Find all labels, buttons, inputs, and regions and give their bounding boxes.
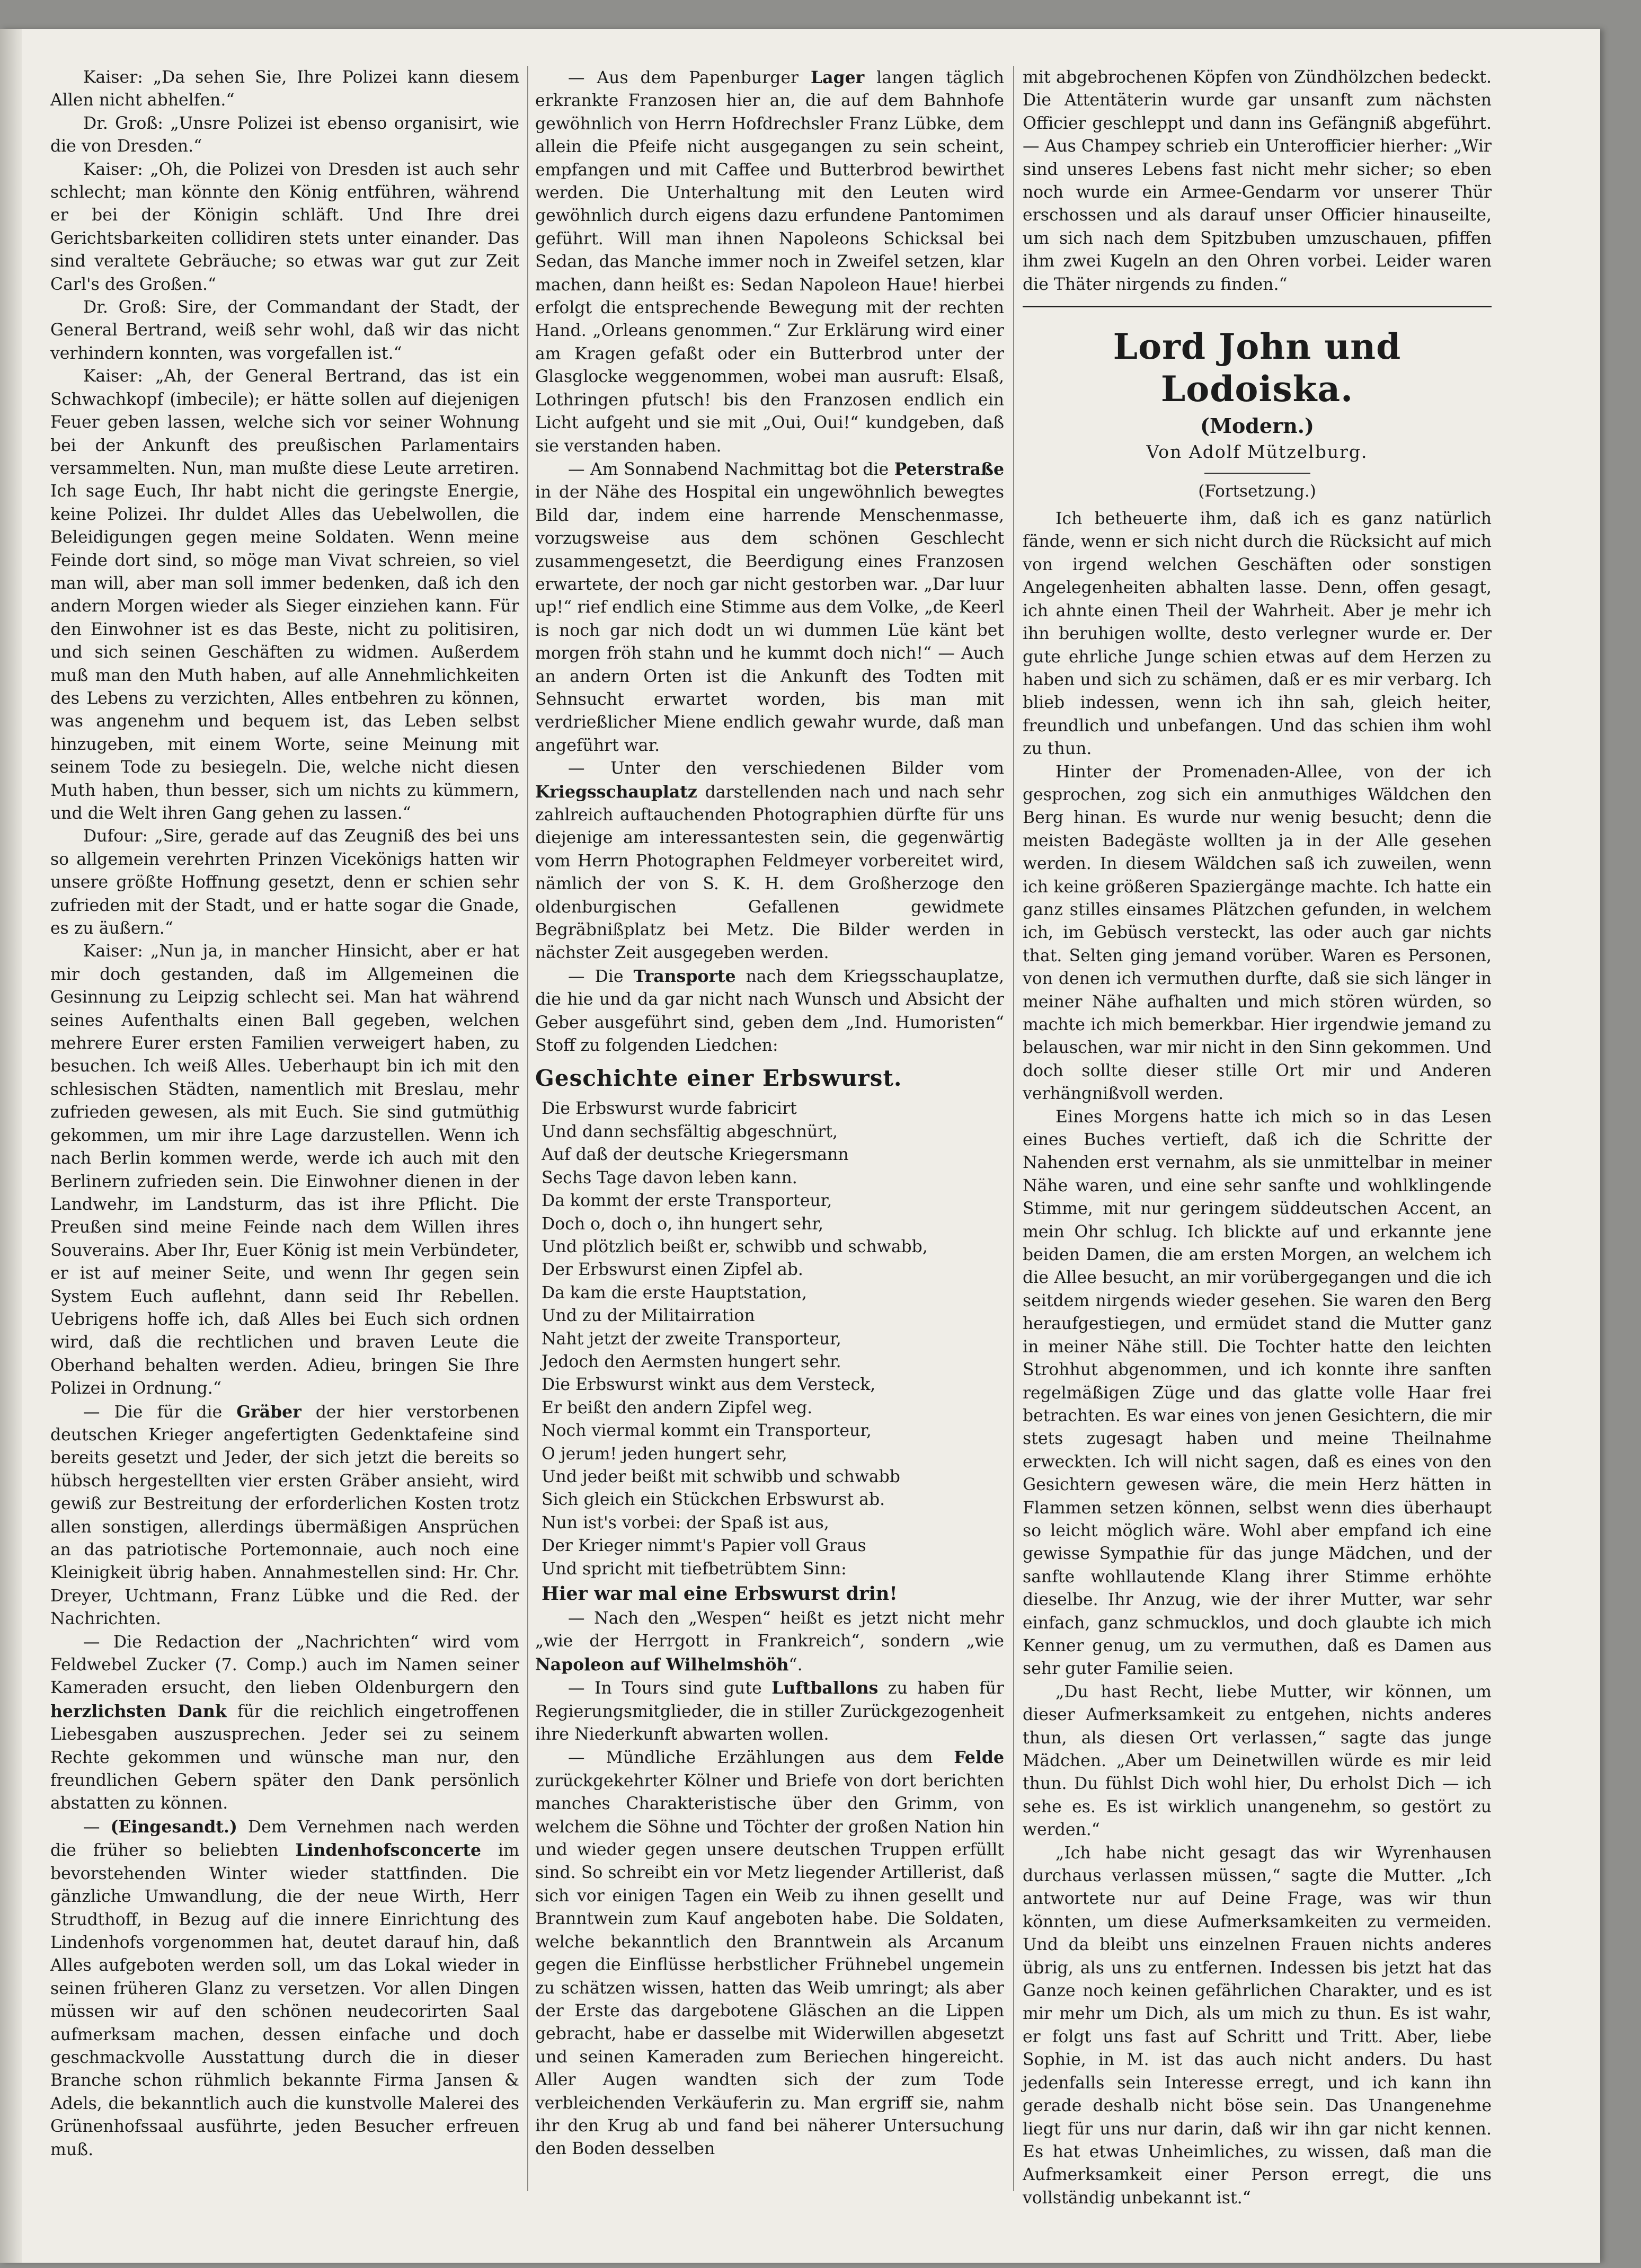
text-run: für die reichlich eingetroffenen Liebesgaben auszusprechen. Jeder sei zu seinem Rechte gekommen und wünsche man nur, den freundlichen Gebern später den Dank persönlich abstatten zu können. <box>50 1702 520 1813</box>
poem-line: Noch viermal kommt ein Transporteur, <box>542 1421 872 1441</box>
text-run: — Die für die <box>83 1402 237 1422</box>
poem-line: Nun ist's vorbei: der Spaß ist aus, <box>542 1513 829 1532</box>
poem-line: Und jeder beißt mit schwibb und schwabb <box>542 1467 900 1486</box>
emphasis: Felde <box>954 1748 1004 1768</box>
poem-line: Und dann sechsfältig abgeschnürt, <box>542 1122 838 1141</box>
text-run: — Die Redaction der „Nachrichten“ wird vom Feldwebel Zucker (7. Comp.) auch im Namen seiner Kameraden ersucht, den lieben Oldenburgern den <box>50 1632 519 1698</box>
emphasis: (Eingesandt.) <box>110 1817 237 1837</box>
text-run: zu haben für Regierungsmitglieder, die in stiller Zurückgezogenheit ihre Niederkunft abwarten wollen. <box>535 1679 1004 1744</box>
text-run: — Am Sonnabend Nachmittag bot die <box>568 459 894 479</box>
column-left <box>50 66 519 2161</box>
paragraph <box>535 757 1004 965</box>
poem-line: Doch o, doch o, ihn hungert sehr, <box>542 1214 823 1234</box>
text-run: im bevorstehenden Winter wieder stattfinden. Die gänzliche Umwandlung, die der neue Wirth, Herr Strudthoff, in Bezug auf die innere Einrichtung des Lindenhofs vorgenommen hat, deutet darauf hin, daß Alles aufgeboten werden soll, um das Lokal wieder in seinen früheren Glanz zu versetzen. Vor allen Dingen müssen wir auf den schönen neudecorirten Saal aufmerksam machen, dessen einfache und doch geschmackvolle Ausstattung durch die in dieser Branche schon rühmlich bekannte Firma Jansen & Adels, die bekanntlich auch die kunstvolle Malerei des Grünenhofssaal ausführte, jeden Besucher erfreuen muß. <box>50 1841 519 2159</box>
text-run: langen täglich erkrankte Franzosen hier an, die auf dem Bahnhofe gewöhnlich von Herrn Hofdrechsler Franz Lübke, dem allein die Pfeife nicht ausgegangen zu sein scheint, empfangen und mit Caffee und Butterbrod bewirthet werden. Die Unterhaltung mit den Leuten wird gewöhnlich durch eigens dazu erfundene Pantomimen geführt. Will man ihnen Napoleons Schicksal bei Sedan, das Manche immer noch in Zweifel setzen, klar machen, dann heißt es: Sedan Napoleon Haue! hierbei erfolgt die entsprechende Bewegung mit der rechten Hand. „Orleans genommen.“ Zur Erklärung wird einer am Kragen gefaßt oder ein Butterbrod unter der Glasglocke weggenommen, wobei man ausruft: Elsaß, Lothringen pfutsch! bis den Franzosen endlich ein Licht aufgeht und sie mit „Oui, Oui!“ kundgeben, daß sie verstanden haben. <box>535 68 1004 456</box>
emphasis: Gräber <box>236 1402 301 1422</box>
emphasis: Luftballons <box>771 1678 879 1698</box>
paragraph: Kaiser: „Oh, die Polizei von Dresden ist auch sehr schlecht; man könnte den König entführen, während er bei der Königin schläft. Und Ihre drei Gerichtsbarkeiten collidiren stets unter einander. Das sind veraltete Gebräuche; so etwas war gut zur Zeit Carl's des Großen.“ <box>50 160 519 294</box>
column-divider <box>1013 66 1014 2191</box>
text-run: “. <box>788 1655 803 1675</box>
poem-line: Der Erbswurst einen Zipfel ab. <box>542 1260 803 1280</box>
paragraph: Dr. Groß: „Unsre Polizei ist ebenso organisirt, wie die von Dresden.“ <box>50 113 519 156</box>
paragraph: Dufour: „Sire, gerade auf das Zeugniß des bei uns so allgemein verehrten Prinzen Vicekönigs hatten wir unsere größte Hoffnung gesetzt, denn er schien sehr zufrieden mit der Stadt, und er hatte sogar die Gnade, es zu äußern.“ <box>50 827 519 938</box>
text-run: der hier verstorbenen deutschen Krieger angefertigten Gedenktafeine sind bereits gesetzt und Jeder, der sich jetzt die bereits so hübsch hergestellten vier ersten Gräber ansieht, wird gewiß zur Bestreitung der erforderlichen Kosten trotz allen sonstigen, allerdings übermäßigen Ansprüchen an das patriotische Portemonnaie, auch noch eine Kleinigkeit übrig haben. Annahmestellen sind: Hr. Chr. Dreyer, Uchtmann, Franz Lübke und die Red. der Nachrichten. <box>50 1402 519 1629</box>
text-run: in der Nähe des Hospital ein ungewöhnlich bewegtes Bild dar, indem eine harrende Menschenmasse, vorzugsweise aus dem schönen Geschlecht zusammengesetzt, die Beerdigung eines Franzosen erwartete, der noch gar nicht gestorben war. „Dar luur up!“ rief endlich eine Stimme aus dem Volke, „de Keerl is noch gar nich dodt un wi dummen Lüe känt bet morgen fröh stahn und he kummt doch nich!“ — Auch an andern Orten ist die Ankunft des Todten mit Sehnsucht erwartet worden, bis man mit verdrießlicher Miene endlich gewahr wurde, daß man angeführt war. <box>535 483 1004 755</box>
text-run: — Aus dem Papenburger <box>568 68 811 87</box>
paragraph: Ich betheuerte ihm, daß ich es ganz natürlich fände, wenn er sich nicht durch die Rücksicht auf mich von irgend welchen Geschäften oder sonstigen Angelegenheiten abhalten lasse. Denn, offen gesagt, ich ahnte einen Theil der Wahrheit. Aber je mehr ich ihn beruhigen wollte, desto verlegner wurde er. Der gute ehrliche Junge schien etwas auf dem Herzen zu haben und sich zu schämen, daß er es mir verbarg. Ich blieb indessen, wenn ich ihn sah, gleich heiter, freundlich und unbefangen. Und das schien ihm wohl zu thun. <box>1023 509 1492 759</box>
poem-line: Sechs Tage davon leben kann. <box>542 1168 797 1188</box>
column-middle <box>535 66 1004 2161</box>
poem-line: Auf daß der deutsche Kriegersmann <box>542 1145 849 1165</box>
poem-line: Die Erbswurst wurde fabricirt <box>542 1099 797 1119</box>
paragraph: Eines Morgens hatte ich mich so in das Lesen eines Buches vertieft, daß ich die Schritte der Nahenden erst vernahm, als sie unmittelbar in meiner Nähe waren, und eine sehr sanfte und wohlklingende Stimme, mit nur geringem süddeutschen Accent, an mein Ohr schlug. Ich blickte auf und erkannte jene beiden Damen, die am ersten Morgen, an welchem ich die Allee besucht, an mir vorübergegangen und die ich seitdem nirgends wieder gesehen. Sie waren den Berg heraufgestiegen, und ermüdet stand die Mutter ganz in meiner Nähe still. Die Tochter hatte den leichten Strohhut abgenommen, und ich konnte ihre sanften regelmäßigen Züge und das glatte volle Haar frei betrachten. Es war eines von jenen Gesichtern, die mir stets zugesagt haben und meine Theilnahme erweckten. Ich will nicht sagen, daß es eines von den Gesichtern gewesen wäre, die mein Herz hätten in Flammen setzen können, selbst wenn dies überhaupt so leicht möglich wäre. Wohl aber empfand ich eine gewisse Sympathie für das junge Mädchen, und der sanfte wohllautende Klang ihrer Stimme erhöhte dieselbe. Ihr Anzug, wie der ihrer Mutter, war sehr einfach, ganz schmucklos, und doch glaubte ich mich Kenner genug, um zu vermuthen, daß es Damen aus sehr guter Familie seien. <box>1023 1107 1492 1679</box>
story-subtitle: (Modern.) <box>1200 414 1314 438</box>
poem-line: Er beißt den andern Zipfel weg. <box>542 1398 813 1418</box>
emphasis: Peterstraße <box>894 459 1004 479</box>
poem-line: Und spricht mit tiefbetrübtem Sinn: <box>542 1559 847 1579</box>
paragraph <box>535 965 1004 1058</box>
text-run: — Mündliche Erzählungen aus dem <box>568 1748 954 1768</box>
emphasis: Napoleon auf Wilhelmshöh <box>535 1654 789 1675</box>
poem-line: Da kommt der erste Transporteur, <box>542 1191 832 1211</box>
emphasis: herzlichsten Dank <box>50 1701 227 1721</box>
text-run: — Unter den verschiedenen Bilder vom <box>568 759 1004 778</box>
emphasis: Kriegsschauplatz <box>535 782 697 802</box>
emphasis: Lindenhofsconcerte <box>295 1840 482 1861</box>
poem-line: Da kam die erste Hauptstation, <box>542 1283 807 1303</box>
text-run: — <box>83 1817 111 1837</box>
paragraph <box>535 1677 1004 1746</box>
text-run: Dem Vernehmen nach werden die früher so beliebten <box>50 1817 519 1861</box>
emphasis: Lager <box>811 68 865 87</box>
paragraph: „Ich habe nicht gesagt das wir Wyrenhausen durchaus verlassen müssen,“ sagte die Mutter. „Ich antwortete nur auf Deine Frage, was wir thun könnten, um diese Aufmerksamkeiten zu vermeiden. Und da bleibt uns einzelnen Frauen nichts anderes übrig, als uns zu entfernen. Indessen bis jetzt hat das Ganze noch keinen gefährlichen Charakter, und es ist mir mehr um Dich, als um mich zu thun. Es ist wahr, er folgt uns fast auf Schritt und Tritt. Aber, liebe Sophie, in M. ist das auch nicht anders. Du hast jedenfalls sein Interesse erregt, und ich kann ihn gerade deshalb nicht böse sein. Das Unangenehme liegt für uns nur darin, daß wir ihn gar nicht kennen. Es hat etwas Unheimliches, zu wissen, daß man die Aufmerksamkeit einer Person erregt, die uns vollständig unbekannt ist.“ <box>1023 1843 1492 2208</box>
poem-line: Jedoch den Aermsten hungert sehr. <box>542 1352 841 1371</box>
paragraph: Kaiser: „Ah, der General Bertrand, das ist ein Schwachkopf (imbecile); er hätte sollen auf diejenigen Feuer geben lassen, welche sich vor seiner Wohnung bei der Ankunft des preußischen Parlamentairs versammelten. Nun, man mußte diese Leute arretiren. Ich sage Euch, Ihr habt nicht die geringste Energie, keine Polizei. Ihr duldet Alles das Uebelwollen, die Beleidigungen gegen meine Soldaten. Wenn meine Feinde dort sind, so möge man Vivat schreien, so viel man will, aber man soll immer bedenken, daß ich den andern Morgen wieder als Sieger einziehen kann. Für den Einwohner ist es das Beste, nicht zu politisiren, und sich seinen Geschäften zu widmen. Außerdem muß man den Muth haben, auf alle Annehmlichkeiten des Lebens zu verzichten, Alles entbehren zu können, was angenehm und bequem ist, das Leben selbst hinzugeben, mit einem Worte, seine Meinung mit seinem Tode zu besiegeln. Die, welche nicht diesen Muth haben, thun besser, sich um nichts zu kümmern, und die Welt ihren Gang gehen zu lassen.“ <box>50 367 519 823</box>
continuation-note: (Fortsetzung.) <box>1198 482 1316 501</box>
story-title: Lord John und Lodoiska. <box>1113 326 1401 410</box>
text-run: — Die <box>568 967 634 986</box>
section-rule <box>1023 306 1492 307</box>
poem-line: Sich gleich ein Stückchen Erbswurst ab. <box>542 1490 885 1510</box>
paragraph <box>535 66 1004 458</box>
poem-last-line: Hier war mal eine Erbswurst drin! <box>542 1583 898 1605</box>
poem <box>542 1097 1004 1581</box>
poem-line: Naht jetzt der zweite Transporteur, <box>542 1329 841 1349</box>
text-run: darstellenden nach und nach sehr zahlreich auftauchenden Photographien dürfte für uns diejenige am interessantesten sein, die gegenwärtig vom Herrn Photographen Feldmeyer vorbereitet wird, nämlich der von S. K. H. dem Großherzoge den oldenburgischen Gefallenen gewidmete Begräbnißplatz bei Metz. Die Bilder werden in nächster Zeit ausgegeben werden. <box>535 782 1004 963</box>
paragraph <box>50 1815 519 2161</box>
paragraph: mit abgebrochenen Köpfen von Zündhölzchen bedeckt. Die Attentäterin wurde gar unsanft zum nächsten Officier geschleppt und dann ins Gefängniß abgeführt. — Aus Champey schrieb ein Unterofficier hierher: „Wir sind unseres Lebens fast nicht mehr sicher; so eben noch wurde ein Armee-Gendarm vor unserer Thür erschossen und als darauf unser Officier hinauseilte, um sich nach dem Spitzbuben umzuschauen, pfiffen ihm zwei Kugeln an den Ohren vorbei. Leider waren die Thäter nirgends zu finden.“ <box>1023 68 1492 294</box>
paragraph <box>50 1631 519 1815</box>
poem-line: Die Erbswurst winkt aus dem Versteck, <box>542 1375 876 1395</box>
paragraph <box>535 458 1004 757</box>
column-right <box>1023 66 1492 2210</box>
paragraph: Kaiser: „Nun ja, in mancher Hinsicht, aber er hat mir doch gestanden, daß im Allgemeinen die Gesinnung zu Leipzig schlecht sei. Man hat während seines Aufenthalts einen Ball gegeben, welchen mehrere Eurer ersten Familien verweigert haben, zu besuchen. Ich weiß Alles. Ueberhaupt bin ich mit den schlesischen Städten, namentlich mit Breslau, mehr zufrieden gewesen, als mit Euch. Sie sind gutmüthig gekommen, um mir ihre Lage darzustellen. Wenn ich nach Berlin kommen werde, werde ich auch mit den Berlinern zufrieden sein. Die Einwohner dienen in der Landwehr, im Landsturm, das ist ihre Pflicht. Die Preußen sind meine Feinde nach dem Willen ihres Souverains. Aber Ihr, Euer König ist mein Verbündeter, er ist auf meiner Seite, und wenn Ihr gegen sein System Euch auflehnt, dann seid Ihr Rebellen. Uebrigens hoffe ich, daß Alles bei Euch sich ordnen wird, daß die rechtlichen und braven Leute die Oberhand behalten werden. Adieu, bringen Sie Ihre Polizei in Ordnung.“ <box>50 942 519 1398</box>
poem-title: Geschichte einer Erbswurst. <box>535 1065 902 1092</box>
emphasis: Transporte <box>633 966 736 986</box>
text-run: — In Tours sind gute <box>568 1679 772 1698</box>
paragraph: Dr. Groß: Sire, der Commandant der Stadt, der General Bertrand, weiß sehr wohl, daß wir das nicht verhindern konnten, was vorgefallen ist.“ <box>50 298 519 363</box>
text-run: — Nach den „Wespen“ heißt es jetzt nicht mehr „wie der Herrgott in Frankreich“, sondern „wie <box>535 1609 1004 1651</box>
short-rule <box>1204 473 1310 474</box>
paragraph: Hinter der Promenaden-Allee, von der ich gesprochen, zog sich ein anmuthiges Wäldchen den Berg hinan. Es wurde nur wenig besucht; denn die meisten Badegäste wollten ja in der Alle gesehen werden. In diesem Wäldchen saß ich zuweilen, wenn ich keine größeren Spaziergänge machte. Ich hatte ein ganz stilles einsames Plätzchen gefunden, in welchem ich, im Gebüsch versteckt, las oder auch gar nichts that. Selten ging jemand vorüber. Waren es Personen, von denen ich vermuthen durfte, daß sie sich länger in meiner Nähe aufhalten und mich stören würden, so machte ich mich bemerkbar. Hier irgendwie jemand zu belauschen, war mir nicht in den Sinn gekommen. Und doch sollte dieser stille Ort mir und Anderen verhängnißvoll werden. <box>1023 762 1492 1104</box>
paragraph: Kaiser: „Da sehen Sie, Ihre Polizei kann diesem Allen nicht abhelfen.“ <box>50 68 519 110</box>
paragraph <box>535 1607 1004 1677</box>
poem-line: Und plötzlich beißt er, schwibb und schwabb, <box>542 1237 928 1256</box>
text-run: nach dem Kriegsschauplatze, die hie und da gar nicht nach Wunsch und Absicht der Geber ausgeführt sind, geben dem „Ind. Humoristen“ Stoff zu folgenden Liedchen: <box>535 967 1005 1056</box>
newspaper-page <box>0 29 1600 2263</box>
paragraph: „Du hast Recht, liebe Mutter, wir können, um dieser Aufmerksamkeit zu entgehen, nichts anderes thun, als diesen Ort verlassen,“ sagte das junge Mädchen. „Aber um Deinetwillen würde es mir leid thun. Du fühlst Dich wohl hier, Du erholst Dich — ich sehe es. Es ist wirklich unangenehm, so gestört zu werden.“ <box>1023 1682 1492 1840</box>
poem-line: O jerum! jeden hungert sehr, <box>542 1444 787 1464</box>
text-run: zurückgekehrter Kölner und Briefe von dort berichten manches Charakteristische über den Grimm, von welchem die Söhne und Töchter der großen Nation hin und wieder gegen unsere deutschen Truppen erfüllt sind. So schreibt ein vor Metz liegender Artillerist, daß sich vor einigen Tagen ein Weib zu ihnen gesellt und Branntwein zum Kauf angeboten habe. Die Soldaten, welche bekanntlich den Branntwein als Arcanum gegen die Einflüsse herbstlicher Frühnebel ungemein zu schätzen wissen, hatten das Weib umringt; als aber der Erste das dargebotene Gläschen an die Lippen gebracht, habe er dasselbe mit Widerwillen abgesetzt und seinen Kameraden zum Beriechen hingereicht. Aller Augen wandten sich der zum Tode verbleichenden Verkäuferin zu. Man ergriff sie, nahm ihr den Krug ab und fand bei näherer Untersuchung den Boden desselben <box>535 1771 1004 2159</box>
paragraph <box>535 1746 1004 2160</box>
paragraph <box>50 1401 519 1631</box>
poem-line: Der Krieger nimmt's Papier voll Graus <box>542 1536 866 1556</box>
story-byline: Von Adolf Mützelburg. <box>1146 441 1368 463</box>
column-divider <box>527 66 528 2191</box>
poem-line: Und zu der Militairration <box>542 1306 755 1326</box>
